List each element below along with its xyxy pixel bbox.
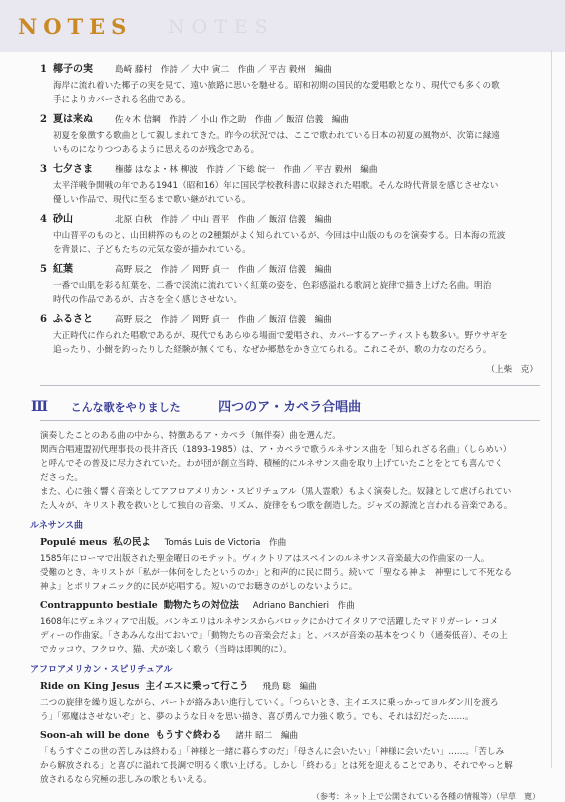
song-description: [53, 229, 540, 257]
description-line: 時代の作品であるが、古さを全く感じさせない。: [53, 295, 243, 305]
description-line: 手によりカバーされる名曲である。: [53, 95, 191, 105]
category-spiritual: アフロアメリカン・スピリチュアル: [30, 665, 173, 675]
song-heading: [40, 60, 540, 79]
song-title: 夏は来ぬ: [53, 114, 93, 125]
song-description: [53, 279, 540, 307]
description-line: 優しい作品で、現代に至るまで歌い継がれている。: [53, 195, 251, 205]
song-title: 紅葉: [53, 264, 73, 275]
category-renaissance: ルネサンス曲: [30, 521, 84, 531]
intro-paragraph: [40, 429, 540, 513]
signature: （上柴 克）: [486, 365, 538, 375]
description-line: 太平洋戦争開戦の年である1941（昭和16）年に国民学校教科書に収録された唱歌。そんな時代背景を感じさせない: [53, 181, 499, 191]
section-3-heading: [31, 392, 540, 420]
song-number: 4: [40, 214, 47, 225]
song-entry: [40, 60, 540, 107]
song-number: 1: [40, 64, 47, 75]
intro-line: また、心に強く響く音楽としてアフロアメリカン・スピリチュアル（黒人霊歌）もよく演奏した。奴隷として虐げられてい: [40, 487, 512, 497]
song-credits: 高野 辰之 作詩 ／ 岡野 貞一 作曲 ／ 飯沼 信義 編曲: [115, 315, 332, 325]
song-credits: 高野 辰之 作詩 ／ 岡野 貞一 作曲 ／ 飯沼 信義 編曲: [115, 265, 332, 275]
section-number: Ⅲ: [31, 399, 49, 415]
song-heading: [40, 160, 540, 179]
song-description: [53, 329, 540, 357]
description-line: 1585年にローマで出版された聖金曜日のモテット。ヴィクトリアはスペインのルネサンス音楽最大の作曲家の一人。: [40, 554, 490, 564]
song-title: 砂山: [53, 214, 73, 225]
song-description: [53, 79, 540, 107]
content: [30, 60, 540, 802]
song-heading: [40, 260, 540, 279]
song-entry: [40, 310, 540, 357]
header-watermark: NOTES: [168, 16, 275, 38]
piece-description: [40, 615, 540, 657]
song-number: 2: [40, 114, 47, 125]
song-number: 6: [40, 314, 47, 325]
song-title: ふるさと: [53, 314, 93, 325]
description-line: ディーの作曲家。「さあみんな出ておいで」「動物たちの音楽会だよ」と、バスが音楽の基本をつくり（通奏低音）、その上: [40, 631, 508, 641]
song-credits: 北原 白秋 作詩 ／ 中山 晋平 作曲 ／ 飯沼 信義 編曲: [115, 215, 332, 225]
section-subtitle: 四つのア・カペラ合唱曲: [218, 400, 362, 415]
song-title: 七夕さま: [53, 164, 93, 175]
song-list: [40, 60, 540, 357]
description-line: 初夏を象徴する歌曲として親しまれてきた。昨今の状況では、ここで歌われている日本の初夏の風物が、次第に縁遠: [53, 131, 500, 141]
piece-title-jp: もうすぐ終わる: [155, 730, 222, 741]
intro-line: た人々が、キリスト教を救いとして独自の音楽、リズム、旋律をもつ歌を創造した。ジャズの源流と言われる音楽である。: [40, 501, 513, 511]
piece-heading: [40, 534, 540, 552]
description-line: 一番で山肌を彩る紅葉を、二番で渓流に流れていく紅葉の姿を、色彩感溢れる歌詞と旋律で描き上げた名曲。明治: [53, 281, 492, 291]
piece-description: [40, 552, 540, 594]
song-description: [53, 129, 540, 157]
piece-list: [40, 534, 540, 657]
piece-heading: [40, 678, 540, 696]
intro-line: 関西合唱連盟初代理事長の長井斉氏（1893-1985）は、ア・カペラで歌うルネサンス曲を「知られざる名曲」（しらめい）: [40, 445, 512, 455]
song-number: 3: [40, 164, 47, 175]
piece-credits: 飛鳥 聡 編曲: [262, 682, 317, 692]
intro-line: 演奏したことのある曲の中から、特徴あるア・カペラ（無伴奏）曲を選んだ。: [40, 431, 341, 441]
song-title: 椰子の実: [53, 64, 93, 75]
description-line: 大正時代に作られた唱歌であるが、現代でもあらゆる場面で愛唱され、カバーするアーティストも数多い。野ウサギを: [53, 331, 508, 341]
description-line: 中山晋平のものと、山田耕筰のものとの2種類がよく知られているが、今回は中山版のものを演奏する。日本海の荒波: [53, 231, 506, 241]
song-description: [53, 179, 540, 207]
description-line: を背景に、子どもたちの元気な姿が描かれている。: [53, 245, 251, 255]
song-credits: 佐々木 信綱 作詩 ／ 小山 作之助 作曲 ／ 飯沼 信義 編曲: [115, 115, 349, 125]
description-line: 放されるなら究極の悲しみの歌ともいえる。: [40, 775, 212, 785]
piece-description: [40, 745, 540, 787]
song-credits: 権藤 はなよ・林 柳波 作詩 ／ 下総 皖一 作曲 ／ 平吉 毅州 編曲: [115, 165, 378, 175]
description-line: 神よ」とポリフォニック的に民が応唱する。短いのでお聴きのがしのないように。: [40, 582, 358, 592]
piece-title: Ride on King Jesus: [40, 681, 140, 692]
intro-line: と呼んでその普及に尽力されていた。わが団が創立当時、積極的にルネサンス曲を取り上げていたことをとても喜んでく: [40, 459, 504, 469]
piece-title: Contrappunto bestiale: [40, 600, 158, 611]
song-entry: [40, 110, 540, 157]
song-number: 5: [40, 264, 47, 275]
description-line: う」「邪魔はさせないぞ」と、夢のような日々を思い描き、喜び勇んで力強く歌う。でも、それは幻だった……。: [40, 712, 474, 722]
piece-heading: [40, 727, 540, 745]
description-line: 追ったり、小鮒を釣ったりした経験が無くても、なぜか郷愁をかき立てられる。これこそが、歌の力なのだろう。: [53, 345, 492, 355]
section-rule: [40, 385, 540, 386]
song-heading: [40, 310, 540, 329]
song-heading: [40, 210, 540, 229]
description-line: から解放される」と喜びに溢れて長調で明るく歌い上げる。しかし「終わる」とは死を迎えることであり、それでやっと解: [40, 761, 513, 771]
intro-line: ださった。: [40, 473, 83, 483]
page-title: NOTES: [18, 14, 133, 39]
song-credits: 島崎 藤村 作詩 ／ 大中 寅二 作曲 ／ 平吉 毅州 編曲: [115, 65, 332, 75]
song-entry: [40, 160, 540, 207]
piece-credits: 諸井 昭二 編曲: [235, 731, 299, 741]
song-heading: [40, 110, 540, 129]
piece-title-jp: 私の民よ: [113, 537, 151, 548]
piece-credits: Tomás Luis de Victoria 作曲: [164, 538, 287, 548]
piece-title-jp: 主イエスに乗って行こう: [145, 681, 249, 692]
song-entry: [40, 210, 540, 257]
description-line: 海岸に流れ着いた椰子の実を見て、遠い旅路に思いを馳せる。昭和初期の国民的な愛唱歌となり、現代でも多くの歌: [53, 81, 500, 91]
piece-heading: [40, 597, 540, 615]
piece-list: [40, 678, 540, 787]
description-line: 受難のとき、キリストが「私が一体何をしたというのか」と和声的に民に問う。続いて「聖なる神よ 神聖にして不死なる: [40, 568, 513, 578]
song-entry: [40, 260, 540, 307]
reference-note: （参考：ネット上で公開されている各種の情報等）（早草 寛）: [312, 792, 540, 801]
piece-title: Populé meus: [40, 537, 108, 548]
description-line: 1608年にヴェネツィアで出版。バンキエリはルネサンスからバロックにかけてイタリアで活躍したマドリガーレ・コメ: [40, 617, 499, 627]
piece-title: Soon-ah will be done: [40, 730, 150, 741]
piece-credits: Adriano Banchieri 作曲: [252, 601, 355, 611]
piece-description: [40, 696, 540, 724]
description-line: でカッコウ、フクロウ、猫、犬が楽しく歌う（当時は即興的に）。: [40, 645, 292, 655]
section-title: こんな歌をやりました: [70, 401, 181, 414]
description-line: 「もうすぐこの世の苦しみは終わる」「神様と一緒に暮らすのだ」「母さんに会いたい」「神様に会いたい」……。「苦しみ: [40, 747, 505, 757]
description-line: いものになりつつあるように思えるのが残念である。: [53, 145, 260, 155]
description-line: 二つの旋律を繰り返しながら、パートが絡みあい進行していく。「つらいとき、主イエスに乗っかってヨルダン川を渡ろ: [40, 698, 499, 708]
piece-title-jp: 動物たちの対位法: [163, 600, 239, 611]
